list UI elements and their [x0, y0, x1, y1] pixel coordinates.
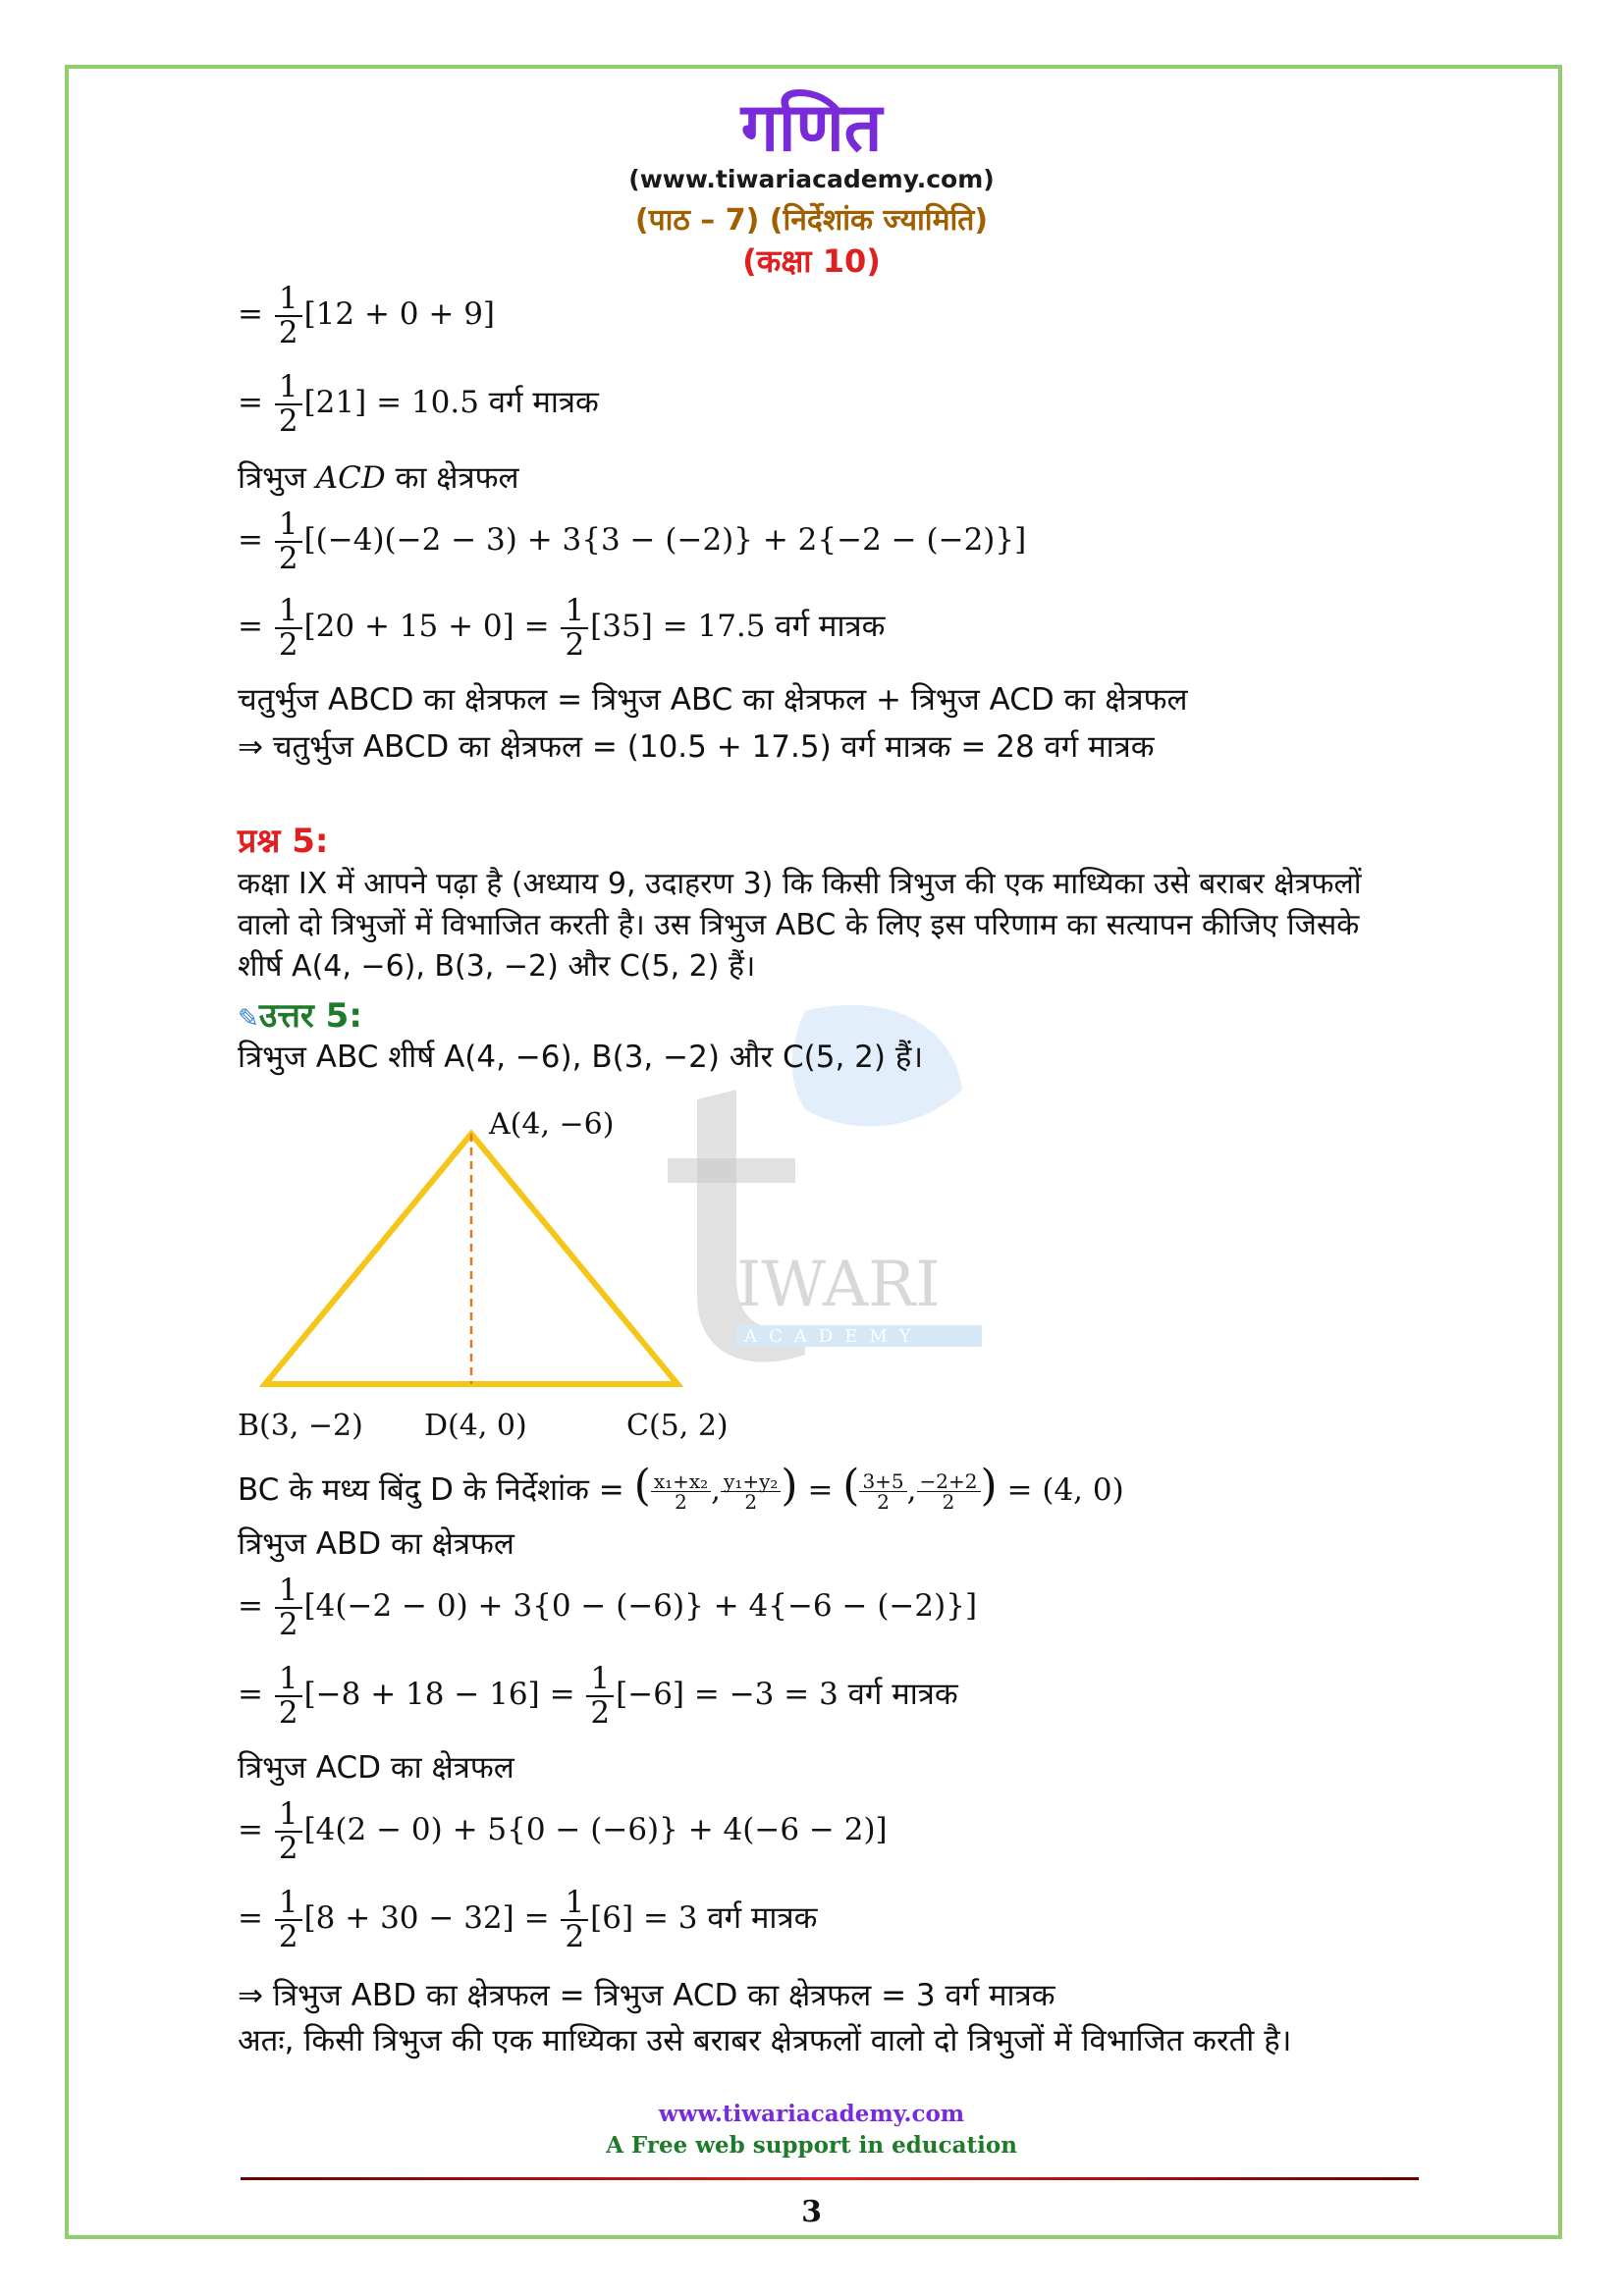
midpoint-d-label: D(4, 0)	[424, 1409, 527, 1443]
quad-total-line: ⇒ चतुर्भुज ABCD का क्षेत्रफल = (10.5 + 17.5) वर्ग मात्रक = 28 वर्ग मात्रक	[238, 729, 1155, 765]
question-label: प्रश्न 5:	[238, 822, 329, 861]
math-line: = $\frac{1}{2}$ [4(−2 − 0) + 3{0 − (−6)} + 4{−6 − (−2)}]	[238, 1573, 978, 1642]
section-label: त्रिभुज ACD का क्षेत्रफल	[238, 460, 519, 496]
triangle-diagram	[226, 1104, 776, 1433]
question-text: कक्षा IX में आपने पढ़ा है (अध्याय 9, उदाहरण 3) कि किसी त्रिभुज की एक माध्यिका उसे बराबर क्षेत्रफलों वालो दो त्रिभुजों में विभाजित करती है। उस त्रिभुज ABC के लिए इस परिणाम का सत्यापन कीजिए जिसके शीर्ष A(4, −6), B(3, −2) और C(5, 2) हैं।	[238, 867, 1362, 984]
vertex-c-label: C(5, 2)	[626, 1409, 729, 1443]
conclusion-line: अतः, किसी त्रिभुज की एक माध्यिका उसे बराबर क्षेत्रफलों वालो दो त्रिभुजों में विभाजित करती है।	[238, 2023, 1292, 2058]
conclusion-line: ⇒ त्रिभुज ABD का क्षेत्रफल = त्रिभुज ACD का क्षेत्रफल = 3 वर्ग मात्रक	[238, 1978, 1055, 2013]
footer-tagline: A Free web support in education	[606, 2132, 1017, 2159]
midpoint-formula: BC के मध्य बिंदु D के निर्देशांक = ( $\frac{\text{x₁+x₂}}{2}$ , $\frac{\text{y₁+y₂}}{2}$ ) = ( $\frac{3+5}{2}$ , $\frac{-2+2}{2}$ ) = (4, 0)	[238, 1461, 1124, 1514]
watermark-top-text: IWARI	[736, 1249, 941, 1321]
section-label: त्रिभुज ACD का क्षेत्रफल	[238, 1750, 514, 1786]
quad-area-line: चतुर्भुज ABCD का क्षेत्रफल = त्रिभुज ABC का क्षेत्रफल + त्रिभुज ACD का क्षेत्रफल	[238, 682, 1188, 718]
math-line: = $\frac{1}{2}$ [4(2 − 0) + 5{0 − (−6)} + 4(−6 − 2)]	[238, 1796, 888, 1866]
math-line: = $\frac{1}{2}$ [21] = 10.5 वर्ग मात्रक	[238, 369, 599, 439]
vertex-b-label: B(3, −2)	[238, 1409, 363, 1443]
math-line: = $\frac{1}{2}$ [−8 + 18 − 16] = $\frac{1}{2}$ [−6] = −3 = 3 वर्ग मात्रक	[238, 1661, 958, 1731]
class-label: (कक्षा 10)	[742, 242, 881, 280]
answer-label: ✎उत्तर 5:	[238, 996, 362, 1036]
chapter-heading: (पाठ – 7) (निर्देशांक ज्यामिति)	[634, 203, 989, 238]
footer-site-link[interactable]: www.tiwariacademy.com	[658, 2101, 965, 2127]
vertex-a-label: A(4, −6)	[489, 1107, 615, 1142]
header-site-url: (www.tiwariacademy.com)	[628, 165, 995, 193]
page-number: 3	[801, 2195, 822, 2229]
answer-intro: त्रिभुज ABC शीर्ष A(4, −6), B(3, −2) और C(5, 2) हैं।	[238, 1040, 924, 1075]
section-label: त्रिभुज ABD का क्षेत्रफल	[238, 1526, 514, 1562]
math-line: = $\frac{1}{2}$ [20 + 15 + 0] = $\frac{1}{2}$ [35] = 17.5 वर्ग मात्रक	[238, 593, 886, 663]
answer-icon: ✎	[238, 1004, 259, 1034]
footer-divider	[241, 2177, 1419, 2180]
watermark-bottom-text: ACADEMY	[744, 1326, 923, 1347]
math-line: = $\frac{1}{2}$ [12 + 0 + 9]	[238, 281, 496, 350]
math-line: = $\frac{1}{2}$ [(−4)(−2 − 3) + 3{3 − (−2)} + 2{−2 − (−2)}]	[238, 507, 1027, 576]
math-line: = $\frac{1}{2}$ [8 + 30 − 32] = $\frac{1}{2}$ [6] = 3 वर्ग मात्रक	[238, 1885, 818, 1954]
page-title: गणित	[740, 89, 883, 167]
